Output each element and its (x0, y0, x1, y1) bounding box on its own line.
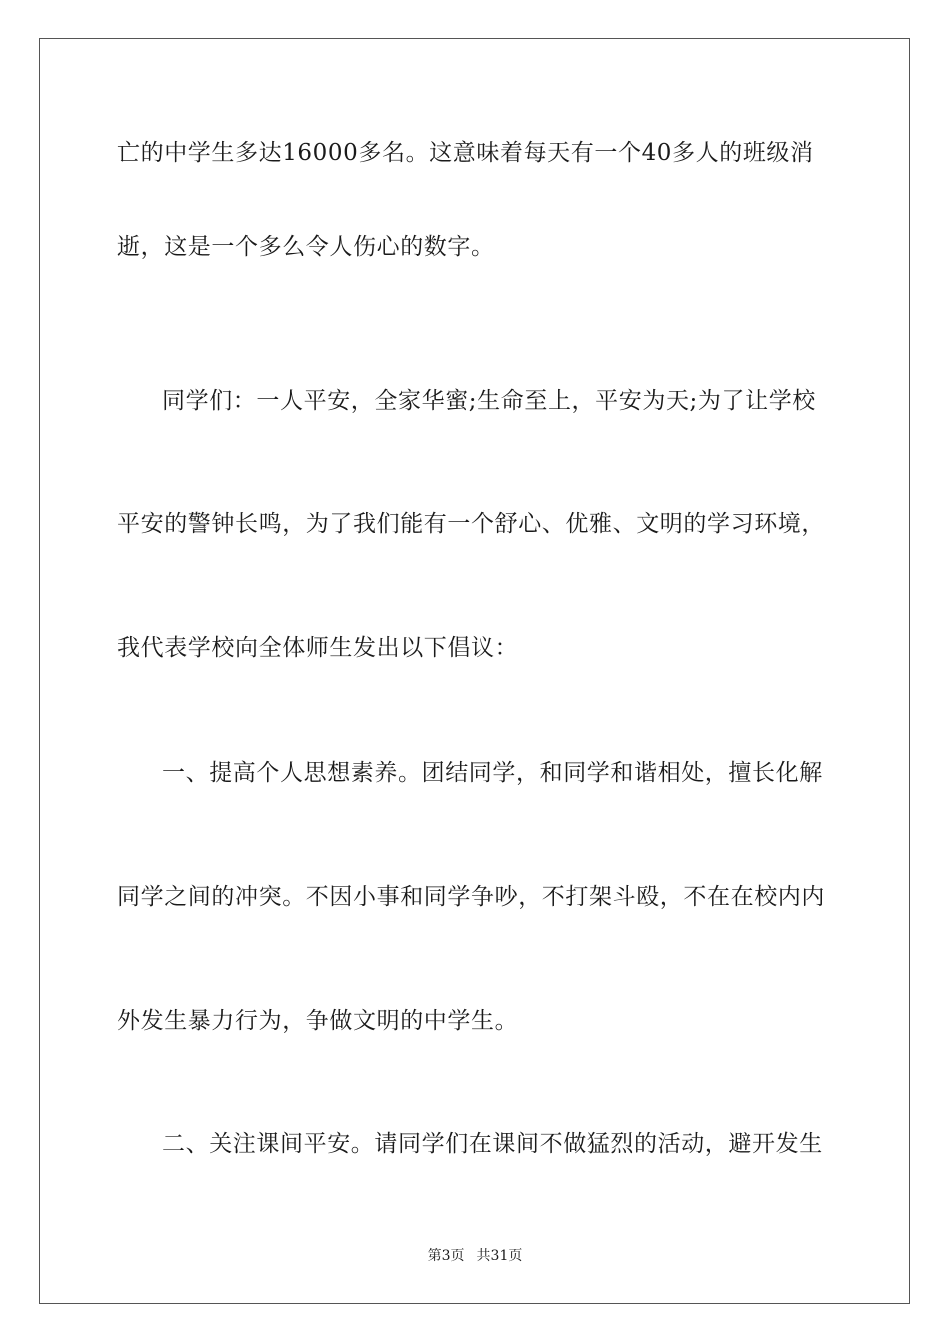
paragraph-first-line: 同学们：一人平安，全家华蜜;生命至上，平安为天;为了让学校 (162, 388, 816, 414)
text-line: 逝，这是一个多么令人伤心的数字。 (117, 234, 495, 260)
text-line: 我代表学校向全体师生发出以下倡议： (117, 635, 519, 661)
page-total: 共31页 (476, 1248, 523, 1264)
paragraph-first-line: 二、关注课间平安。请同学们在课间不做猛烈的活动，避开发生 (162, 1131, 823, 1157)
page-frame (39, 38, 910, 1304)
text-line: 外发生暴力行为，争做文明的中学生。 (117, 1008, 519, 1034)
text-line: 亡的中学生多达16000多名。这意味着每天有一个40多人的班级消 (117, 140, 814, 166)
text-line: 同学之间的冲突。不因小事和同学争吵，不打架斗殴，不在在校内内 (117, 884, 825, 910)
page-footer (0, 1246, 950, 1266)
page-number: 第3页 (427, 1248, 465, 1264)
text-line: 平安的警钟长鸣，为了我们能有一个舒心、优雅、文明的学习环境， (117, 511, 825, 537)
paragraph-first-line: 一、提高个人思想素养。团结同学，和同学和谐相处，擅长化解 (162, 760, 823, 786)
